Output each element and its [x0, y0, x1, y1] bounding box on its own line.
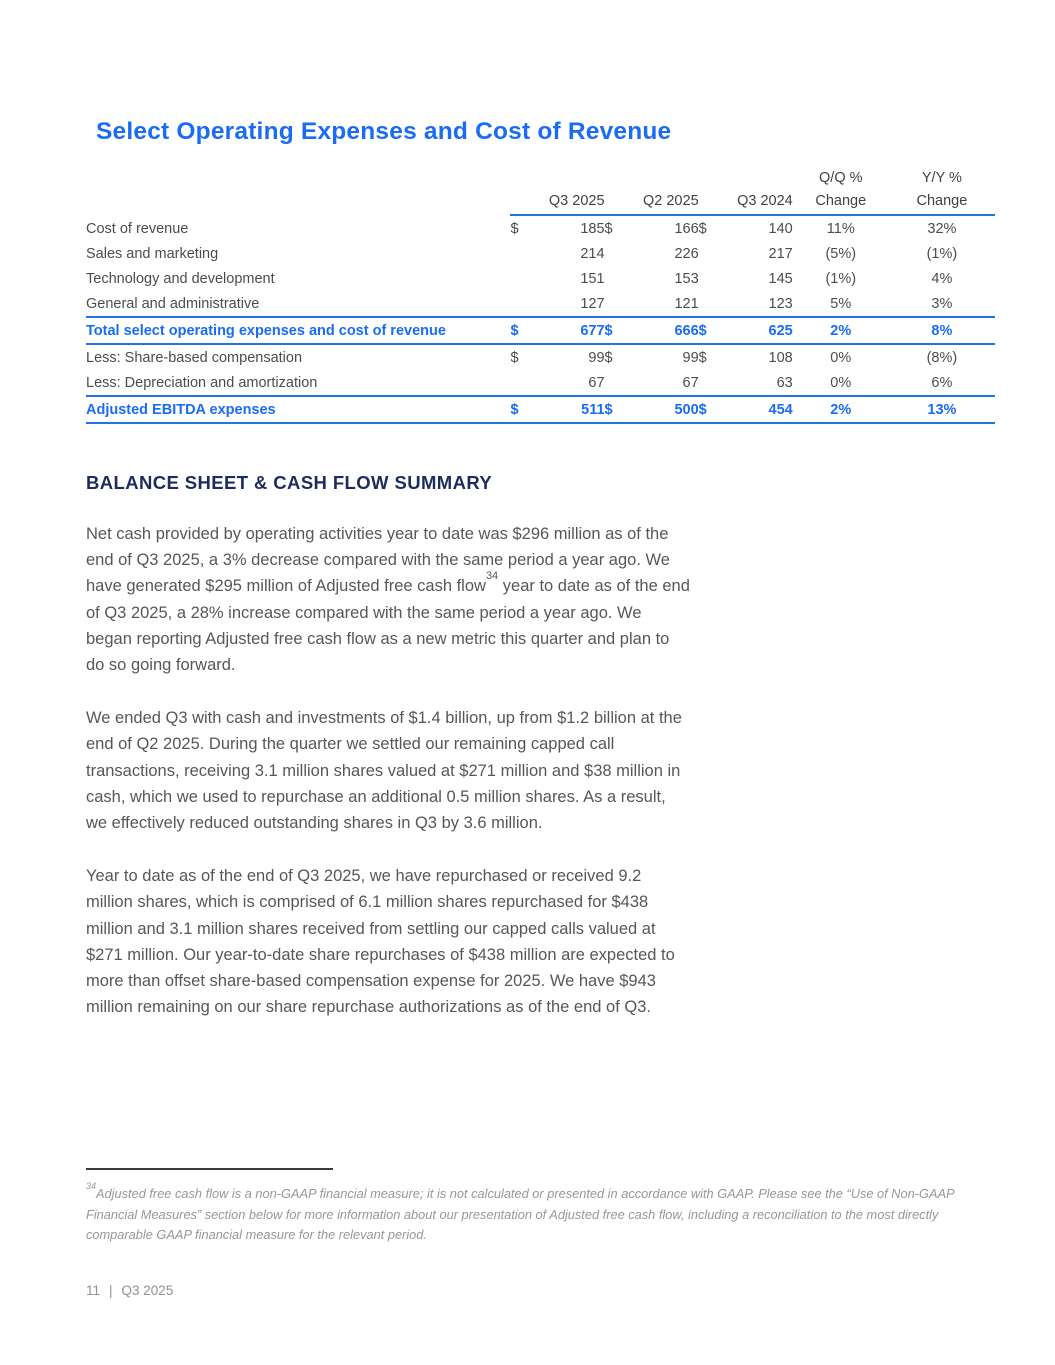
table-row-cost-of-revenue — [86, 215, 995, 241]
value-q2-2025: 166 — [674, 221, 699, 237]
value-q3-2024: 625 — [722, 317, 793, 344]
header-qq-pct: Q/Q % — [819, 170, 863, 186]
row-label: Sales and marketing — [86, 246, 219, 262]
usd-sign: $ — [510, 350, 519, 366]
usd-sign — [699, 266, 722, 291]
footnote-body: Adjusted free cash flow is a non-GAAP financial measure; it is not calculated or presented in accordance with GAAP. Please see the “Use of Non-GAAP Financial Measures” section below for more information about our presentation of Adjusted free cash flow, including a reconciliation to the most directly comparable GAAP financial measure for the relevant period. — [86, 1186, 955, 1242]
usd-sign: $ — [510, 221, 519, 237]
value-q2-2025: 121 — [628, 291, 699, 317]
usd-sign — [510, 370, 533, 396]
value-q3-2025: 67 — [533, 370, 604, 396]
footnote-reference: 34 — [485, 569, 499, 582]
value-q3-2025: 151 — [580, 271, 605, 287]
page-footer — [86, 1283, 173, 1298]
qq-change: (5%) — [825, 246, 857, 262]
usd-sign: $ — [604, 350, 613, 366]
paragraph-share-repurchases: Year to date as of the end of Q3 2025, we have repurchased or received 9.2 million shares, which is comprised of 6.1 million shares repurchased for $438 million and 3.1 million shares received from settling our capped calls valued at $271 million. Our year-to-date share repurchases of $438 million are expected to more than offset share-based compensation expense for 2025. We have $943 million remaining on our share repurchase authorizations as of the end of Q3. — [86, 867, 675, 1017]
paragraph-text: year to date as of the end of Q3 2025, a 28% increase compared with the same period a year ago. We began reporting Adjusted free cash flow as a new metric this quarter and plan to do so going forward. — [86, 577, 690, 675]
value-q3-2024: 145 — [768, 271, 793, 287]
yy-change: (1%) — [926, 246, 958, 262]
table-row-technology-development — [86, 266, 995, 291]
footnote-text — [86, 1180, 966, 1246]
usd-sign: $ — [510, 396, 533, 423]
page-title: Select Operating Expenses and Cost of Revenue — [96, 118, 672, 145]
yy-change: 3% — [889, 291, 995, 317]
header-spacer — [86, 168, 793, 191]
header-qq-change: Change — [793, 191, 889, 215]
value-q3-2024: 108 — [768, 350, 793, 366]
value-q2-2025: 666 — [628, 317, 699, 344]
usd-sign — [510, 266, 533, 291]
header-q3-2024: Q3 2024 — [699, 191, 793, 215]
row-label: Total select operating expenses and cost of revenue — [86, 317, 510, 344]
table-row-adjusted-ebitda-expenses — [86, 396, 995, 423]
header-q2-2025: Q2 2025 — [605, 191, 699, 215]
value-q3-2025: 214 — [580, 246, 605, 262]
footnote-divider — [86, 1168, 333, 1170]
value-q2-2025: 67 — [628, 370, 699, 396]
value-q3-2025: 511 — [533, 396, 604, 423]
row-label: Cost of revenue — [86, 220, 189, 237]
usd-sign: $ — [698, 221, 707, 237]
row-label: General and administrative — [86, 291, 510, 317]
qq-change: 2% — [793, 396, 889, 423]
table-row-general-administrative — [86, 291, 995, 317]
value-q2-2025: 153 — [674, 271, 699, 287]
operating-expenses-table — [86, 168, 995, 424]
value-q3-2025: 99 — [588, 350, 605, 366]
usd-sign: $ — [699, 317, 722, 344]
value-q3-2025: 127 — [533, 291, 604, 317]
qq-change: 11% — [826, 221, 855, 237]
header-yy-pct: Y/Y % — [921, 170, 962, 186]
qq-change: 0% — [830, 350, 852, 366]
usd-sign: $ — [605, 396, 628, 423]
table-header-row-top — [86, 168, 995, 191]
table-row-sales-marketing — [86, 241, 995, 266]
usd-sign: $ — [605, 317, 628, 344]
table-header-row — [86, 191, 995, 215]
paragraph-text: Net cash provided by operating activities year to date was $296 million as of the end of Q3 2025, a 3% decrease compared with the same period a year ago. We have generated $295 million of Adjusted free cash flow — [86, 525, 670, 596]
footer-label: Q3 2025 — [121, 1283, 174, 1298]
paragraph-cash-investments: We ended Q3 with cash and investments of $1.4 billion, up from $1.2 billion at the end of Q2 2025. During the quarter we settled our remaining capped call transactions, receiving 3.1 million shares valued at $271 million and $38 million in cash, which we used to repurchase an additional 0.5 million shares. As a result, we effectively reduced outstanding shares in Q3 by 3.6 million. — [86, 709, 682, 833]
value-q3-2024: 63 — [722, 370, 793, 396]
table-row-less-sbc — [86, 344, 995, 370]
usd-sign — [605, 266, 628, 291]
value-q3-2025: 677 — [533, 317, 604, 344]
row-label: Less: Share-based compensation — [86, 350, 303, 366]
yy-change: 8% — [889, 317, 995, 344]
header-q3-2025: Q3 2025 — [510, 191, 604, 215]
usd-sign — [605, 241, 628, 266]
header-yy-change: Change — [889, 191, 995, 215]
usd-sign — [605, 291, 628, 317]
qq-change: 0% — [793, 370, 889, 396]
table-row-total-select-expenses — [86, 317, 995, 344]
value-q3-2024: 454 — [722, 396, 793, 423]
qq-change: (1%) — [825, 271, 857, 287]
yy-change: 32% — [927, 221, 957, 237]
footer-separator: | — [109, 1283, 113, 1298]
usd-sign — [510, 241, 533, 266]
section-heading-balance-sheet: BALANCE SHEET & CASH FLOW SUMMARY — [86, 472, 493, 493]
footnote-block — [86, 1168, 966, 1246]
value-q3-2024: 123 — [722, 291, 793, 317]
header-label-spacer — [86, 191, 510, 215]
value-q3-2025: 185 — [580, 221, 605, 237]
usd-sign — [699, 291, 722, 317]
usd-sign — [699, 370, 722, 396]
value-q2-2025: 99 — [682, 350, 699, 366]
usd-sign — [510, 291, 533, 317]
value-q3-2024: 140 — [768, 221, 793, 237]
usd-sign — [699, 241, 722, 266]
row-label: Technology and development — [86, 271, 275, 287]
yy-change: (8%) — [926, 350, 958, 366]
value-q2-2025: 500 — [628, 396, 699, 423]
usd-sign: $ — [510, 317, 533, 344]
value-q3-2024: 217 — [768, 246, 793, 262]
usd-sign: $ — [699, 396, 722, 423]
value-q2-2025: 226 — [674, 246, 699, 262]
paragraph-operating-cash — [86, 521, 690, 678]
row-label: Adjusted EBITDA expenses — [86, 396, 510, 423]
usd-sign: $ — [698, 350, 707, 366]
usd-sign: $ — [604, 221, 613, 237]
qq-change: 2% — [793, 317, 889, 344]
yy-change: 13% — [889, 396, 995, 423]
yy-change: 6% — [889, 370, 995, 396]
page-number: 11 — [86, 1283, 101, 1298]
qq-change: 5% — [793, 291, 889, 317]
table-row-less-depreciation — [86, 370, 995, 396]
usd-sign — [605, 370, 628, 396]
row-label: Less: Depreciation and amortization — [86, 370, 510, 396]
yy-change: 4% — [931, 271, 953, 287]
footnote-number: 34 — [86, 1180, 97, 1191]
body-copy — [86, 521, 690, 1020]
